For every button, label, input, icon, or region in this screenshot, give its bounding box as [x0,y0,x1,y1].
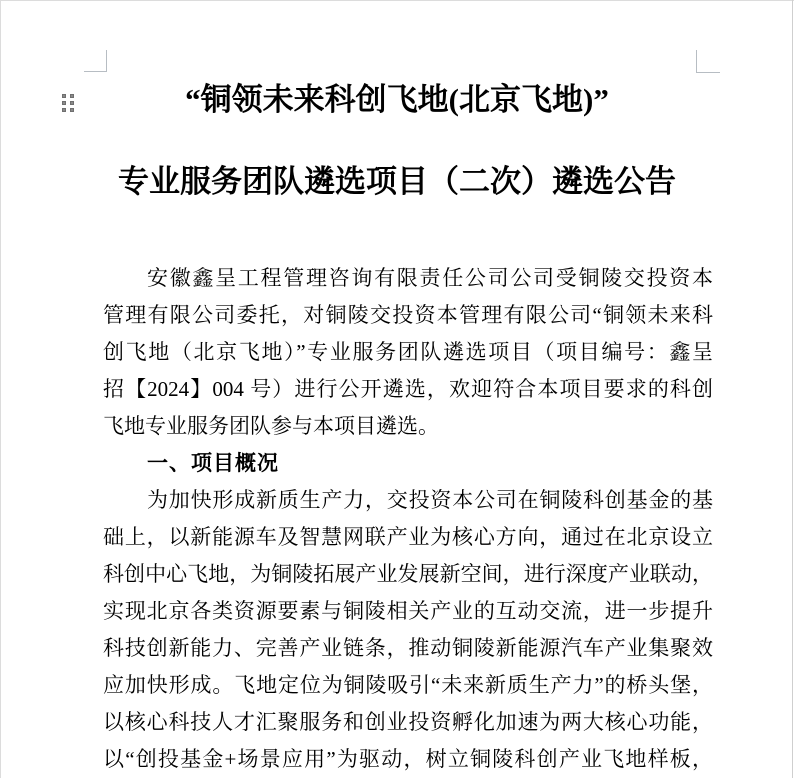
text-line: 为加快形成新质生产力，交投资本公司在铜陵科创基金的基 [147,488,713,512]
text-boundary-corner-mark-top-left [84,50,107,72]
text-line: 实现北京各类资源要素与铜陵相关产业的互动交流，进一步提升 [103,599,713,623]
text-line: 创飞地（北京飞地）”专业服务团队遴选项目（项目编号：鑫呈 [103,340,713,364]
page-edge-top [0,0,794,1]
document-body [103,260,713,778]
text-line: 科技创新能力、完善产业链条，推动铜陵新能源汽车产业集聚效 [103,636,713,660]
document-title-line-2: 专业服务团队遴选项目（二次）遴选公告 [118,164,676,199]
section-heading: 一、项目概况 [147,452,279,475]
text-line: 以“创投基金+场景应用”为驱动，树立铜陵科创产业飞地样板， [103,747,713,771]
text-line: 以核心科技人才汇聚服务和创业投资孵化加速为两大核心功能， [103,710,713,734]
text-line: 应加快形成。飞地定位为铜陵吸引“未来新质生产力”的桥头堡， [103,673,713,697]
document-title-line-1: “铜领未来科创飞地(北京飞地)” [185,82,609,117]
text-line: 招【2024】004 号）进行公开遴选，欢迎符合本项目要求的科创 [103,377,713,401]
text-line: 飞地专业服务团队参与本项目遴选。 [103,414,439,438]
text-line: 管理有限公司委托，对铜陵交投资本管理有限公司“铜领未来科 [103,303,713,327]
text-line: 础上，以新能源车及智慧网联产业为核心方向，通过在北京设立 [103,525,713,549]
text-boundary-corner-mark-top-right [696,50,720,73]
text-line: 安徽鑫呈工程管理咨询有限责任公司公司受铜陵交投资本 [147,266,713,290]
text-line: 科创中心飞地，为铜陵拓展产业发展新空间，进行深度产业联动， [103,562,713,586]
